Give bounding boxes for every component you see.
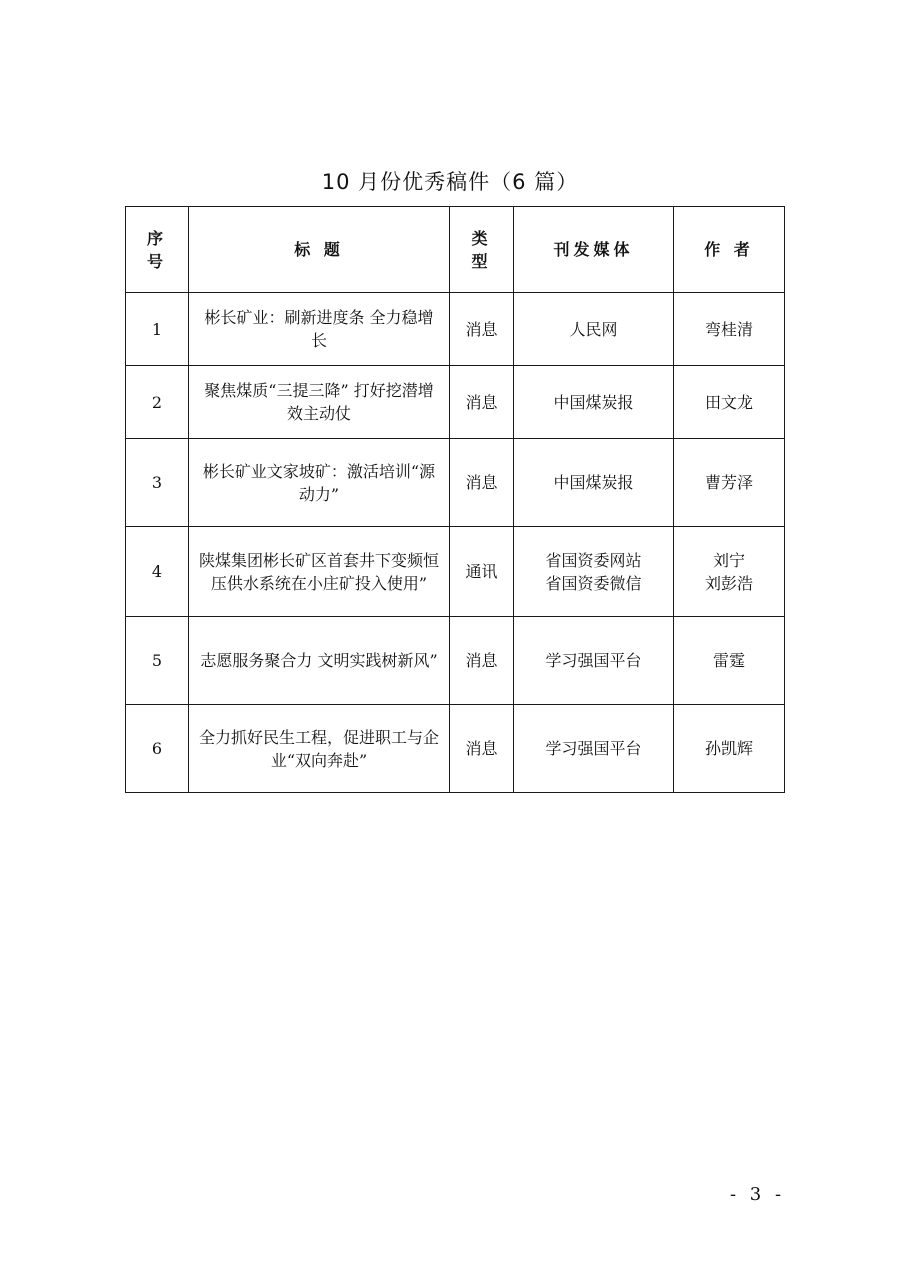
cell-no: 2 — [126, 366, 189, 439]
cell-title: 陕煤集团彬长矿区首套井下变频恒压供水系统在小庄矿投入使用” — [189, 527, 450, 617]
cell-title: 彬长矿业文家坡矿：激活培训“源动力” — [189, 439, 450, 527]
author-line: 曹芳泽 — [704, 473, 753, 492]
media-line: 中国煤炭报 — [553, 473, 634, 492]
header-title: 标 题 — [189, 207, 450, 293]
media-line: 人民网 — [569, 319, 618, 339]
cell-media — [514, 366, 674, 439]
media-line: 省国资委网站 — [545, 550, 642, 570]
cell-media — [514, 293, 674, 366]
cell-no: 5 — [126, 617, 189, 705]
media-line: 学习强国平台 — [545, 651, 642, 670]
cell-author — [674, 705, 785, 793]
table-row — [126, 527, 785, 617]
document-title: 10 月份优秀稿件（6 篇） — [321, 170, 579, 194]
cell-no: 4 — [126, 527, 189, 617]
cell-media — [514, 439, 674, 527]
cell-no: 6 — [126, 705, 189, 793]
cell-author — [674, 439, 785, 527]
cell-title: 彬长矿业：刷新进度条 全力稳增长 — [189, 293, 450, 366]
table-row — [126, 293, 785, 366]
table-row — [126, 617, 785, 705]
table-row — [126, 366, 785, 439]
manuscripts-table — [125, 206, 785, 793]
cell-author — [674, 293, 785, 366]
header-no: 序 号 — [126, 207, 189, 293]
table-header-row — [126, 207, 785, 293]
header-author: 作 者 — [674, 207, 785, 293]
cell-type: 消息 — [450, 705, 514, 793]
author-line: 刘彭浩 — [704, 573, 753, 593]
cell-no: 1 — [126, 293, 189, 366]
media-line: 中国煤炭报 — [553, 392, 634, 412]
cell-author — [674, 366, 785, 439]
table-row — [126, 705, 785, 793]
header-media: 刊发媒体 — [514, 207, 674, 293]
cell-type: 消息 — [450, 366, 514, 439]
cell-author — [674, 617, 785, 705]
cell-title: 聚焦煤质“三提三降” 打好挖潜增效主动仗 — [189, 366, 450, 439]
author-line: 刘宁 — [712, 550, 745, 570]
author-line: 田文龙 — [704, 392, 753, 412]
cell-type: 通讯 — [450, 527, 514, 617]
cell-no: 3 — [126, 439, 189, 527]
media-line: 学习强国平台 — [545, 739, 642, 758]
page-number: - 3 - — [730, 1184, 786, 1205]
author-line: 雷霆 — [712, 651, 745, 670]
media-line: 省国资委微信 — [545, 573, 642, 593]
cell-author — [674, 527, 785, 617]
cell-type: 消息 — [450, 293, 514, 366]
cell-title: 志愿服务聚合力 文明实践树新风” — [189, 617, 450, 705]
author-line: 孙凯辉 — [704, 739, 753, 758]
cell-media — [514, 527, 674, 617]
table-row — [126, 439, 785, 527]
cell-media — [514, 705, 674, 793]
cell-type: 消息 — [450, 617, 514, 705]
author-line: 弯桂清 — [704, 319, 753, 339]
cell-media — [514, 617, 674, 705]
cell-type: 消息 — [450, 439, 514, 527]
cell-title: 全力抓好民生工程，促进职工与企业“双向奔赴” — [189, 705, 450, 793]
header-type: 类 型 — [450, 207, 514, 293]
